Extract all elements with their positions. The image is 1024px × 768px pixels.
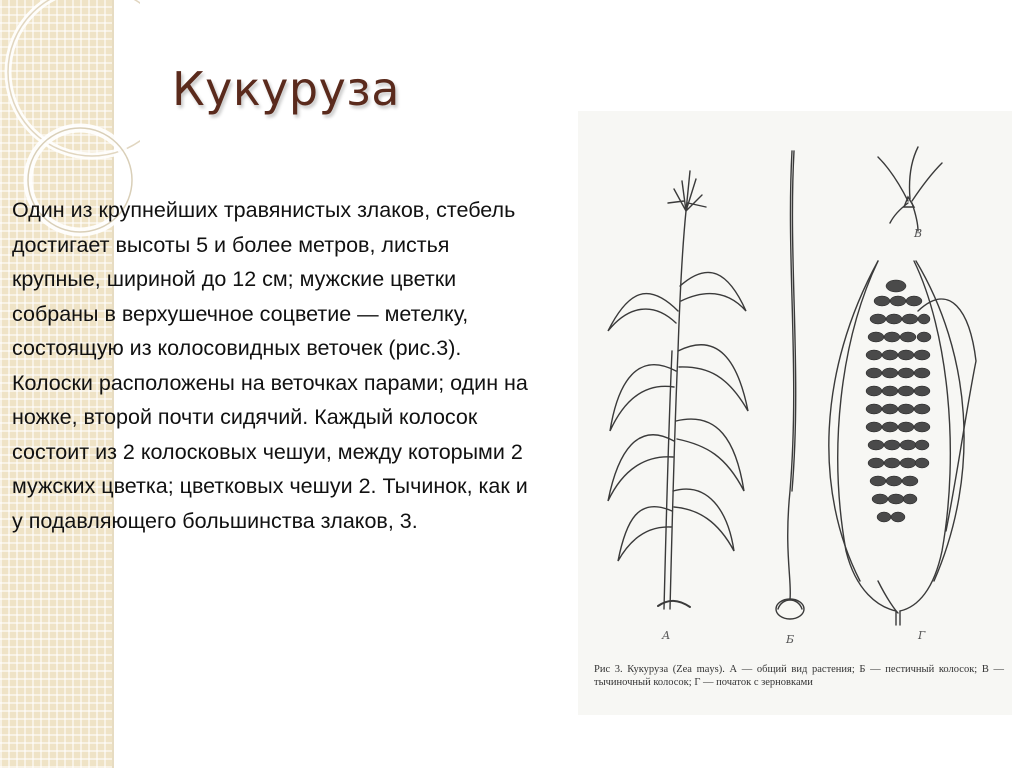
label-g: Г (918, 629, 926, 642)
figure-caption: Рис 3. Кукуруза (Zea mays). А — общий вид растения; Б — пестичный колосок; В — тычиночный колосок; Г — початок с зерновками (594, 664, 1004, 688)
corn-illustration (578, 111, 1012, 715)
slide-body-text: Один из крупнейших травянистых злаков, стебель достигает высоты 5 и более метров, листья крупные, шириной до 12 см; мужские цветки собраны в верхушечное соцветие — метелку, состоящую из колосовидных веточек (рис.3). Колоски расположены на веточках парами; один на ножке, второй почти сидячий. Каждый колосок состоит из 2 колосковых чешуи, между которыми 2 мужских цветка; цветковых чешуи 2. Тычинок, как и у подавляющего большинства злаков, 3. (12, 198, 528, 533)
label-a: А (662, 629, 671, 642)
label-b: Б (786, 633, 795, 646)
corn-drawing (578, 111, 1012, 715)
slide-title: Кукуруза (172, 62, 400, 116)
label-v: В (914, 227, 923, 240)
